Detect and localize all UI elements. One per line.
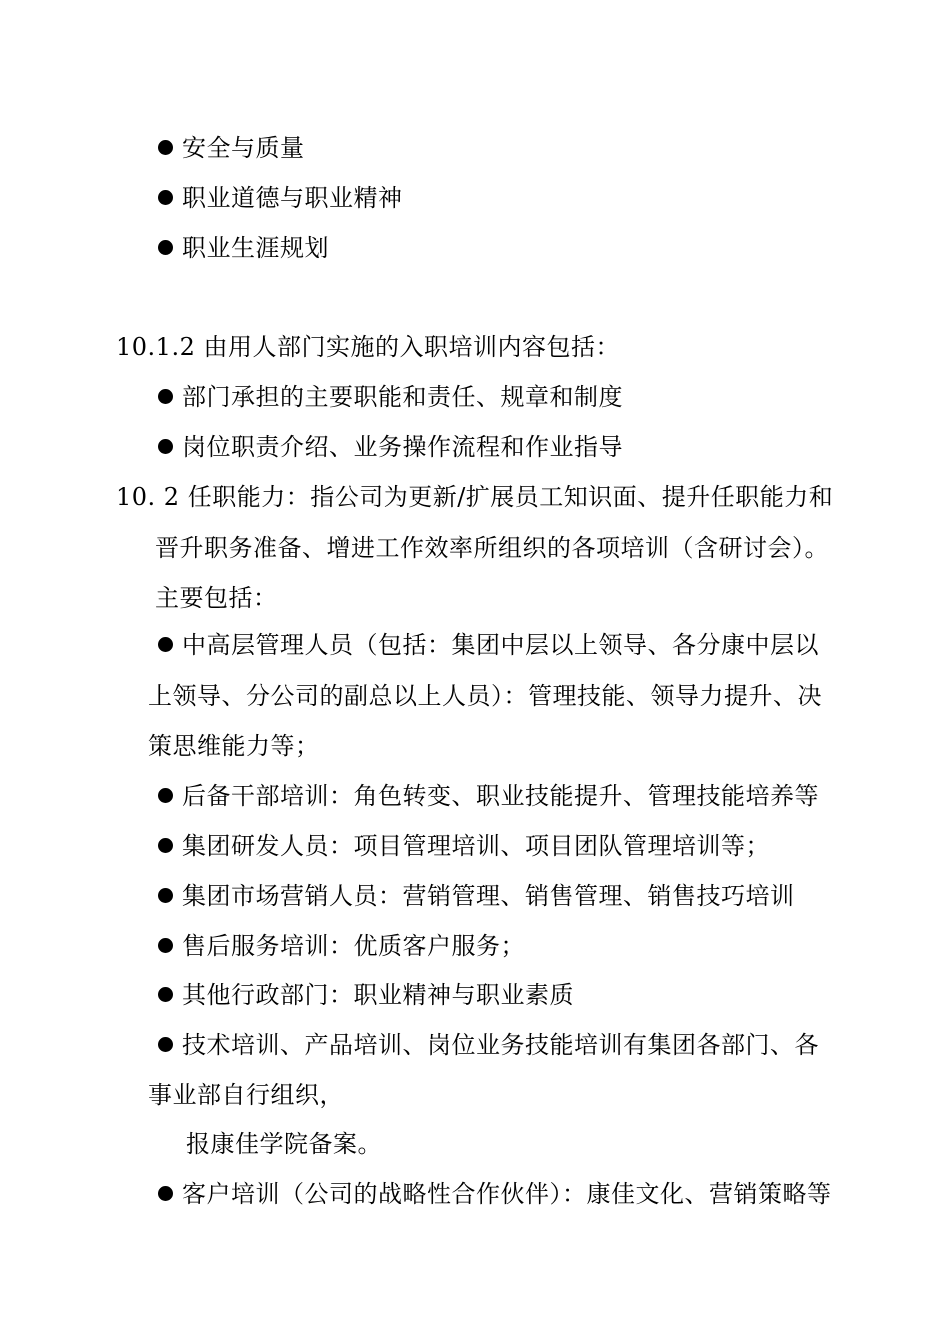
list-item-text: 职业生涯规划 bbox=[182, 234, 329, 262]
list-item bbox=[158, 780, 819, 812]
list-item-text: 岗位职责介绍、业务操作流程和作业指导 bbox=[182, 433, 623, 461]
list-item bbox=[158, 1029, 819, 1061]
bullet-icon bbox=[158, 1186, 173, 1201]
bullet-icon bbox=[158, 389, 173, 404]
list-item-text: 售后服务培训：优质客户服务； bbox=[182, 932, 525, 960]
bullet-icon bbox=[158, 938, 173, 953]
section-heading: 10.1.2 由用人部门实施的入职培训内容包括： bbox=[116, 333, 620, 361]
list-item bbox=[158, 232, 329, 264]
bullet-icon bbox=[158, 1037, 173, 1052]
list-item-text: 中高层管理人员（包括：集团中层以上领导、各分康中层以 bbox=[182, 631, 819, 659]
list-item-text: 后备干部培训：角色转变、职业技能提升、管理技能培养等 bbox=[182, 782, 819, 810]
list-item-text: 客户培训（公司的战略性合作伙伴）：康佳文化、营销策略等 bbox=[182, 1180, 832, 1208]
list-item bbox=[158, 930, 525, 962]
list-item-text: 集团市场营销人员：营销管理、销售管理、销售技巧培训 bbox=[182, 882, 795, 910]
list-item-continuation: 策思维能力等； bbox=[148, 732, 320, 760]
list-item-text: 其他行政部门：职业精神与职业素质 bbox=[182, 981, 574, 1009]
bullet-icon bbox=[158, 888, 173, 903]
list-item-text: 技术培训、产品培训、岗位业务技能培训有集团各部门、各 bbox=[182, 1031, 819, 1059]
paragraph-line: 报康佳学院备案。 bbox=[186, 1130, 382, 1158]
bullet-icon bbox=[158, 240, 173, 255]
bullet-icon bbox=[158, 439, 173, 454]
bullet-icon bbox=[158, 987, 173, 1002]
list-item bbox=[158, 1178, 832, 1210]
list-item-text: 安全与质量 bbox=[182, 134, 305, 162]
list-item-continuation: 事业部自行组织， bbox=[148, 1081, 344, 1109]
list-item bbox=[158, 182, 403, 214]
list-item-text: 部门承担的主要职能和责任、规章和制度 bbox=[182, 383, 623, 411]
list-item-text: 职业道德与职业精神 bbox=[182, 184, 403, 212]
bullet-icon bbox=[158, 190, 173, 205]
list-item bbox=[158, 880, 795, 912]
list-item bbox=[158, 381, 623, 413]
list-item bbox=[158, 629, 819, 661]
bullet-icon bbox=[158, 140, 173, 155]
paragraph-line: 晋升职务准备、增进工作效率所组织的各项培训（含研讨会）。 bbox=[155, 534, 829, 562]
section-heading: 10. 2 任职能力：指公司为更新/扩展员工知识面、提升任职能力和 bbox=[116, 483, 834, 511]
list-item bbox=[158, 830, 770, 862]
bullet-icon bbox=[158, 788, 173, 803]
list-item-continuation: 上领导、分公司的副总以上人员）：管理技能、领导力提升、决 bbox=[148, 682, 822, 710]
bullet-icon bbox=[158, 838, 173, 853]
list-item bbox=[158, 979, 574, 1011]
list-item bbox=[158, 132, 305, 164]
list-item-text: 集团研发人员：项目管理培训、项目团队管理培训等； bbox=[182, 832, 770, 860]
list-item bbox=[158, 431, 623, 463]
bullet-icon bbox=[158, 637, 173, 652]
paragraph-line: 主要包括： bbox=[155, 584, 278, 612]
